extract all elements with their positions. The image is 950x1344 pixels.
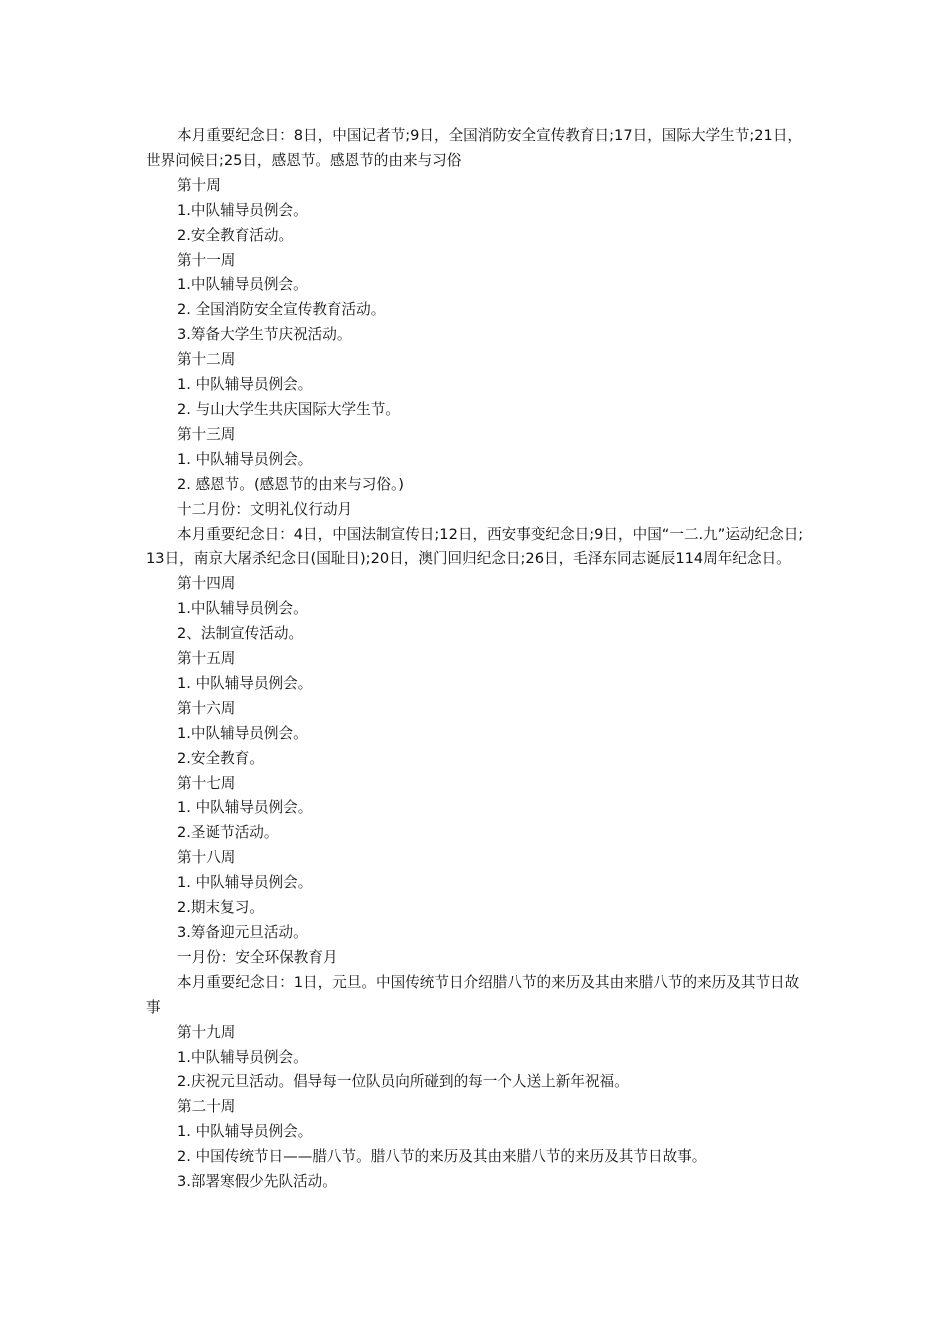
list-item: 1.中队辅导员例会。 bbox=[177, 201, 308, 219]
list-item: 1. 中队辅导员例会。 bbox=[177, 799, 313, 817]
list-item: 1. 中队辅导员例会。 bbox=[177, 874, 313, 892]
heading-week-19: 第十九周 bbox=[177, 1023, 236, 1041]
list-item: 1.中队辅导员例会。 bbox=[177, 600, 308, 618]
list-item: 1. 中队辅导员例会。 bbox=[177, 674, 313, 692]
heading-december-theme: 十二月份：文明礼仪行动月 bbox=[177, 500, 353, 518]
heading-week-11: 第十一周 bbox=[177, 251, 236, 269]
list-item: 2.期末复习。 bbox=[177, 899, 264, 917]
paragraph-january-memorial-days: 本月重要纪念日：1日，元旦。中国传统节日介绍腊八节的来历及其由来腊八节的来历及其节日故事 bbox=[146, 973, 800, 1016]
list-item: 1. 中队辅导员例会。 bbox=[177, 450, 313, 468]
list-item: 1.中队辅导员例会。 bbox=[177, 724, 308, 742]
list-item: 2.安全教育活动。 bbox=[177, 226, 294, 244]
list-item: 1.中队辅导员例会。 bbox=[177, 276, 308, 294]
list-item: 3.部署寒假少先队活动。 bbox=[177, 1173, 337, 1191]
list-item: 2.庆祝元旦活动。倡导每一位队员向所碰到的每一个人送上新年祝福。 bbox=[177, 1073, 629, 1091]
heading-week-15: 第十五周 bbox=[177, 650, 236, 668]
heading-week-20: 第二十周 bbox=[177, 1098, 236, 1116]
heading-week-18: 第十八周 bbox=[177, 849, 236, 867]
heading-week-16: 第十六周 bbox=[177, 699, 236, 717]
heading-week-14: 第十四周 bbox=[177, 575, 236, 593]
paragraph-november-memorial-days: 本月重要纪念日：8日，中国记者节;9日，全国消防安全宣传教育日;17日，国际大学生节;21日，世界问候日;25日，感恩节。感恩节的由来与习俗 bbox=[146, 127, 803, 169]
list-item: 2. 与山大学生共庆国际大学生节。 bbox=[177, 400, 400, 418]
paragraph-december-memorial-days: 本月重要纪念日：4日，中国法制宣传日;12日，西安事变纪念日;9日，中国“一二.九”运动纪念日; 13日，南京大屠杀纪念日(国耻日);20日，澳门回归纪念日;26日，毛泽东同志诞辰114周年纪念日。 bbox=[146, 525, 804, 568]
list-item: 2.圣诞节活动。 bbox=[177, 824, 279, 842]
list-item: 2. 中国传统节日——腊八节。腊八节的来历及其由来腊八节的来历及其节日故事。 bbox=[177, 1148, 707, 1166]
document-body bbox=[146, 124, 810, 1195]
list-item: 1. 中队辅导员例会。 bbox=[177, 376, 313, 394]
list-item: 2、法制宣传活动。 bbox=[177, 625, 304, 643]
heading-week-12: 第十二周 bbox=[177, 351, 236, 369]
heading-week-10: 第十周 bbox=[177, 176, 221, 194]
list-item: 2.安全教育。 bbox=[177, 749, 264, 767]
heading-january-theme: 一月份：安全环保教育月 bbox=[177, 948, 338, 966]
list-item: 2. 全国消防安全宣传教育活动。 bbox=[177, 301, 386, 319]
list-item: 2. 感恩节。(感恩节的由来与习俗。) bbox=[177, 475, 404, 493]
heading-week-13: 第十三周 bbox=[177, 425, 236, 443]
list-item: 3.筹备迎元旦活动。 bbox=[177, 924, 308, 941]
list-item: 3.筹备大学生节庆祝活动。 bbox=[177, 326, 352, 344]
heading-week-17: 第十七周 bbox=[177, 774, 236, 792]
list-item: 1.中队辅导员例会。 bbox=[177, 1048, 308, 1066]
list-item: 1. 中队辅导员例会。 bbox=[177, 1123, 313, 1141]
